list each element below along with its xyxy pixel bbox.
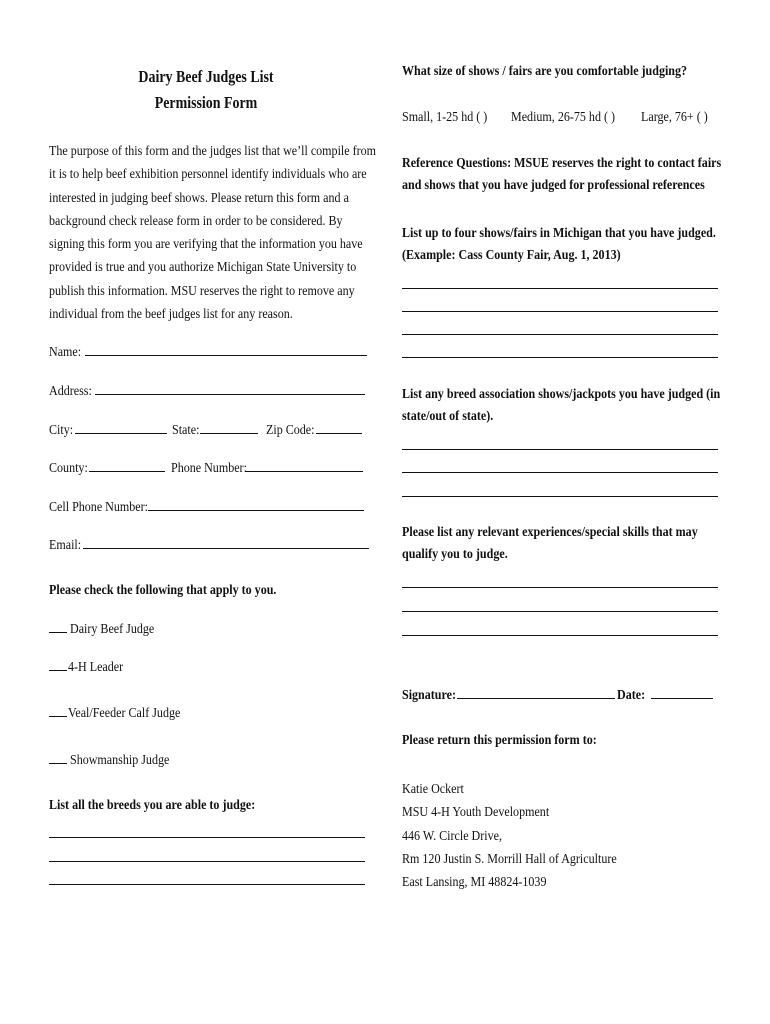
experience-line-2: qualify you to judge. (402, 547, 508, 562)
shows-question (402, 226, 767, 264)
experience-blank-line[interactable] (402, 611, 718, 612)
return-address (402, 778, 652, 894)
check-veal-feeder-calf-judge[interactable] (49, 706, 199, 722)
return-heading-text: Please return this permission form to: (402, 733, 597, 748)
intro-paragraph (49, 140, 377, 326)
check-item-label: 4-H Leader (68, 660, 124, 675)
check-blank[interactable] (49, 670, 67, 671)
check-blank[interactable] (49, 716, 67, 717)
shows-blank-line[interactable] (402, 288, 718, 289)
address-line: East Lansing, MI 48824-1039 (402, 875, 547, 891)
breeds-blank-line[interactable] (49, 884, 365, 885)
email-input-line[interactable] (83, 536, 369, 549)
name-input-line[interactable] (85, 343, 367, 356)
intro-line: publish this information. MSU reserves the right to remove any (49, 283, 355, 299)
size-small-option[interactable]: Small, 1-25 hd ( ) (402, 110, 488, 125)
address-input-line[interactable] (95, 382, 365, 395)
intro-line: interested in judging beef shows. Please return this form and a (49, 190, 349, 206)
shows-line-2: (Example: Cass County Fair, Aug. 1, 2013) (402, 248, 621, 263)
size-question-text: What size of shows / fairs are you comfortable judging? (402, 64, 688, 79)
breed-shows-blank-line[interactable] (402, 449, 718, 450)
experience-question (402, 525, 746, 563)
state-label: State: (172, 423, 200, 438)
city-input-line[interactable] (75, 421, 167, 434)
county-phone-row (49, 459, 363, 477)
check-blank[interactable] (49, 763, 67, 764)
address-line: Rm 120 Justin S. Morrill Hall of Agriculture (402, 851, 617, 867)
experience-blank-line[interactable] (402, 587, 718, 588)
signature-input-line[interactable] (457, 686, 615, 699)
check-showmanship-judge[interactable] (49, 753, 186, 769)
city-state-zip-row (49, 421, 362, 439)
county-label: County: (49, 461, 88, 476)
shows-blank-line[interactable] (402, 357, 718, 358)
check-item-label: Showmanship Judge (70, 753, 170, 768)
check-heading (49, 583, 313, 599)
state-input-line[interactable] (200, 421, 258, 434)
signature-label: Signature: (402, 688, 456, 703)
intro-line: it is to help beef exhibition personnel identify individuals who are (49, 167, 367, 183)
return-heading (402, 733, 628, 749)
city-label: City: (49, 423, 74, 438)
breed-shows-line-1: List any breed association shows/jackpots you have judged (in (402, 387, 721, 402)
reference-questions (402, 156, 770, 194)
phone-label: Phone Number: (171, 461, 248, 476)
name-label: Name: (49, 345, 82, 360)
address-label: Address: (49, 384, 92, 399)
intro-line: signing this form you are verifying that the information you have (49, 237, 363, 253)
breeds-heading (49, 798, 289, 814)
cell-phone-field[interactable] (49, 498, 364, 516)
date-input-line[interactable] (651, 686, 713, 699)
experience-blank-line[interactable] (402, 635, 718, 636)
zip-label: Zip Code: (265, 423, 315, 438)
breed-shows-blank-line[interactable] (402, 472, 718, 473)
breed-shows-blank-line[interactable] (402, 496, 718, 497)
address-line: 446 W. Circle Drive, (402, 828, 502, 844)
reference-line-2: and shows that you have judged for professional references (402, 178, 705, 193)
size-question (402, 64, 733, 80)
email-label: Email: (49, 538, 82, 553)
reference-line-1: Reference Questions: MSUE reserves the right to contact fairs (402, 156, 722, 171)
name-field[interactable] (49, 343, 367, 361)
intro-line: The purpose of this form and the judges list that we’ll compile from (49, 144, 377, 159)
phone-input-line[interactable] (245, 459, 363, 472)
cell-phone-input-line[interactable] (148, 498, 364, 511)
breeds-blank-line[interactable] (49, 837, 365, 838)
size-large-option[interactable]: Large, 76+ ( ) (641, 110, 708, 125)
signature-row (402, 686, 713, 704)
breeds-blank-line[interactable] (49, 861, 365, 862)
address-line: Katie Ockert (402, 782, 464, 797)
experience-line-1: Please list any relevant experiences/special skills that may (402, 525, 698, 540)
breeds-heading-text: List all the breeds you are able to judge: (49, 798, 256, 813)
shows-blank-line[interactable] (402, 334, 718, 335)
intro-line: provided is true and you authorize Michigan State University to (49, 260, 357, 276)
county-input-line[interactable] (89, 459, 165, 472)
check-blank[interactable] (49, 632, 67, 633)
breed-shows-line-2: state/out of state). (402, 409, 494, 424)
title-line-1: Dairy Beef Judges List (138, 67, 274, 86)
address-line: MSU 4-H Youth Development (402, 805, 550, 821)
email-field[interactable] (49, 536, 369, 554)
title-line-2: Permission Form (154, 93, 258, 112)
check-item-label: Veal/Feeder Calf Judge (68, 706, 181, 721)
intro-line: individual from the beef judges list for any reason. (49, 307, 293, 323)
form-title (71, 64, 342, 116)
date-label: Date: (616, 688, 645, 703)
check-heading-text: Please check the following that apply to you. (49, 583, 277, 598)
size-medium-option[interactable]: Medium, 26-75 hd ( ) (511, 110, 616, 125)
check-dairy-beef-judge[interactable] (49, 622, 168, 638)
breed-shows-question (402, 387, 770, 425)
shows-blank-line[interactable] (402, 311, 718, 312)
check-4h-leader[interactable] (49, 660, 132, 676)
shows-line-1: List up to four shows/fairs in Michigan that you have judged. (402, 226, 716, 241)
cell-phone-label: Cell Phone Number: (49, 500, 148, 515)
left-column (49, 62, 377, 813)
address-field[interactable] (49, 382, 365, 400)
check-item-label: Dairy Beef Judge (70, 622, 155, 637)
zip-input-line[interactable] (316, 421, 362, 434)
intro-line: background check release form in order to be considered. By (49, 213, 343, 229)
